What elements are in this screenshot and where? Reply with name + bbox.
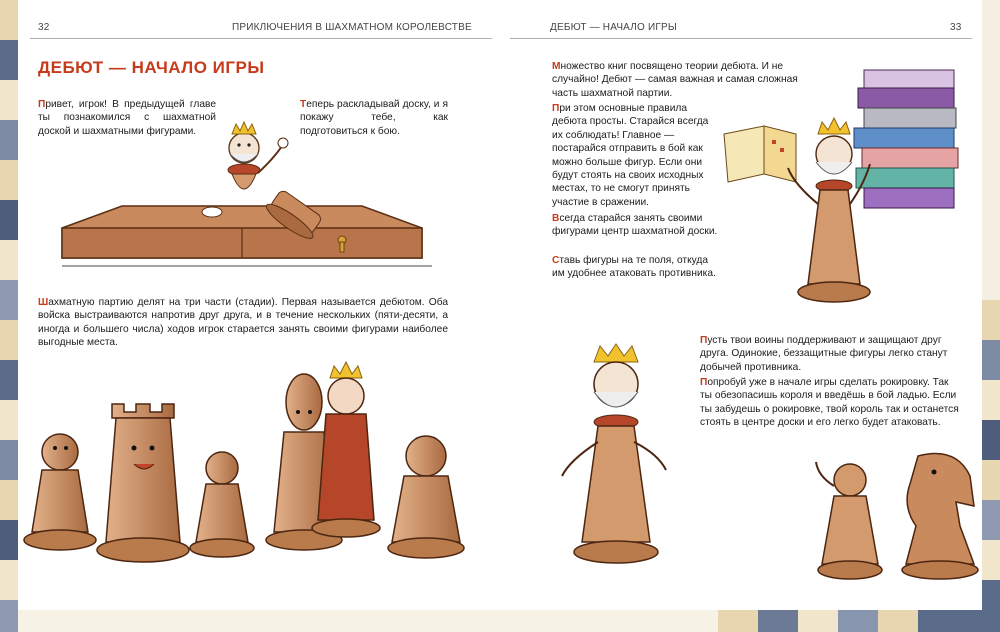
- drop-initial: П: [38, 99, 46, 110]
- king-with-books-illustration: [724, 64, 974, 324]
- open-book: [724, 126, 796, 182]
- right-paragraph-2: [552, 102, 718, 209]
- pawn-piece: [190, 452, 254, 557]
- drop-initial: Ш: [38, 297, 49, 308]
- drop-initial: П: [700, 377, 708, 388]
- king-in-box-illustration: [62, 118, 442, 278]
- chapter-title: ДЕБЮТ — НАЧАЛО ИГРЫ: [38, 58, 265, 77]
- pieces-group-illustration: [12, 352, 482, 572]
- pawn-piece: [816, 462, 882, 579]
- right-paragraph-6: [700, 376, 962, 430]
- knight-piece: [902, 454, 978, 580]
- paragraph-text: еперь раскладывай доску, и я покажу тебе, как подготовиться к бою.: [300, 99, 448, 137]
- paragraph-text: сегда старайся занять своими фигурами центр шахматной доски.: [552, 213, 718, 238]
- rook-piece: [97, 404, 189, 562]
- books-stack: [854, 70, 958, 208]
- paragraph-text: ножество книг посвящено теории дебюта. И не случайно! Дебют — самая важная и самая сложная часть шахматной партии.: [552, 61, 798, 99]
- paragraph-text: тавь фигуры на те поля, откуда им удобнее атаковать противника.: [552, 255, 716, 280]
- paragraph-text: ахматную партию делят на три части (стадии). Первая называется дебютом. Оба войска выстраиваются напротив друг друга, и в течение нескольких (пяти-десяти, а иногда и большего числа) ходов игрок старается занять своими фигурами наиболее выгодные места.: [38, 297, 448, 349]
- paragraph-text: ривет, игрок! В предыдущей главе ты познакомился с шахматной доской и шахматными фигурами.: [38, 99, 216, 137]
- right-paragraph-4: [552, 254, 718, 281]
- king-standing-illustration: [548, 342, 688, 572]
- right-page-number: 33: [950, 22, 962, 33]
- left-paragraph-3: [38, 296, 448, 350]
- left-running-header: ПРИКЛЮЧЕНИЯ В ШАХМАТНОМ КОРОЛЕВСТВЕ: [232, 22, 472, 33]
- drop-initial: П: [700, 335, 708, 346]
- right-paragraph-5: [700, 334, 962, 374]
- right-paragraph-3: [552, 212, 718, 239]
- paragraph-text: опробуй уже в начале игры сделать рокировку. Так ты обезопасишь короля и введёшь в бой ладью. Если ты забудешь о рокировке, твой король так и останется стоять в центре доски и его легко будет атаковать.: [700, 377, 959, 429]
- paragraph-text: усть твои воины поддерживают и защищают друг друга. Одинокие, беззащитные фигуры легко станут добычей противника.: [700, 335, 948, 373]
- right-header-rule: [510, 38, 972, 39]
- drop-initial: С: [552, 255, 560, 266]
- bottom-checker-border: [18, 610, 982, 632]
- pawn-piece: [388, 436, 464, 558]
- right-running-header: ДЕБЮТ — НАЧАЛО ИГРЫ: [550, 22, 677, 33]
- drop-initial: Т: [300, 99, 307, 110]
- left-header-rule: [30, 38, 492, 39]
- drop-initial: В: [552, 213, 560, 224]
- drop-initial: П: [552, 103, 560, 114]
- paragraph-text: ри этом основные правила дебюта просты. Старайся всегда их соблюдать! Главное — постарайся отправить в бой как можно больше фигур. Если они будут стоять на своих исходных местах, то не смогут принять участие в сражении.: [552, 103, 709, 208]
- pawn-piece: [24, 434, 96, 550]
- left-page-number: 32: [38, 22, 50, 33]
- pawn-and-knight-illustration: [806, 446, 986, 586]
- drop-initial: М: [552, 61, 561, 72]
